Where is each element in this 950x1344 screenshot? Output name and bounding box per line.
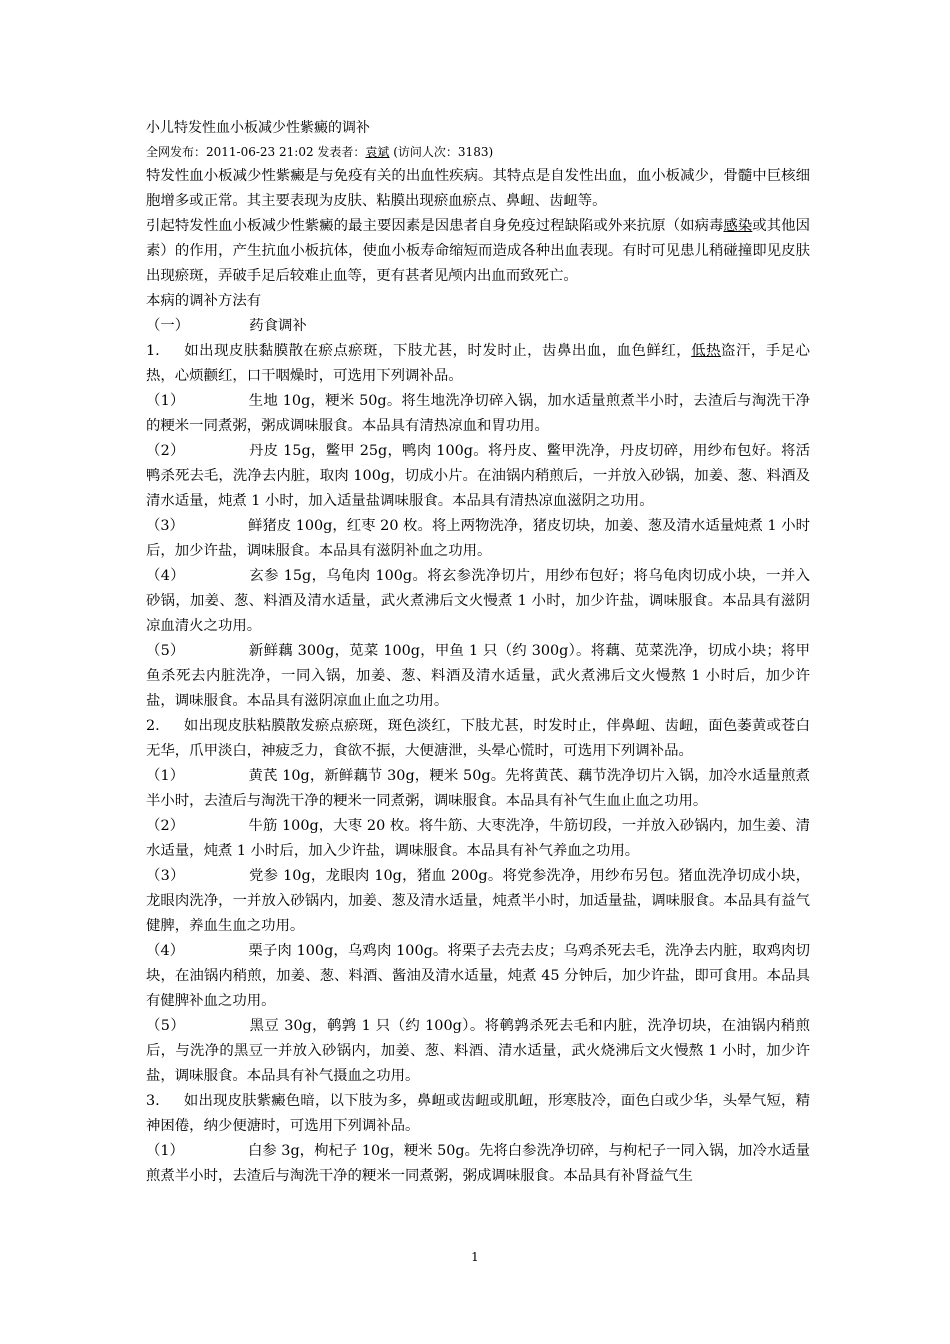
- item-number: （5）: [146, 1018, 186, 1034]
- infection-link[interactable]: 感染: [723, 218, 753, 234]
- item-number: （2）: [146, 443, 185, 459]
- recipe-item: [146, 1014, 810, 1089]
- item-text: 生地 10g，粳米 50g。将生地洗净切碎入锅，加水适量煎煮半小时，去渣后与淘洗干净的粳米一同煮粥，粥成调味服食。本品具有清热凉血和胃功用。: [146, 393, 811, 434]
- article-meta: [146, 144, 810, 160]
- recipe-item: [146, 1139, 810, 1189]
- section-number: （一）: [146, 318, 190, 334]
- page-number: 1: [471, 1250, 479, 1264]
- item-number: （1）: [146, 768, 185, 784]
- item-number: （3）: [146, 518, 184, 534]
- item-number: （1）: [146, 393, 185, 409]
- item-text: 白参 3g，枸杞子 10g，粳米 50g。先将白参洗净切碎，与枸杞子一同入锅，加冷水适量煎煮半小时，去渣后与淘洗干净的粳米一同煮粥，粥成调味服食。本品具有补肾益气生: [146, 1143, 811, 1184]
- case-number: 3.: [146, 1093, 160, 1109]
- case-3: [146, 1089, 810, 1139]
- item-text: 栗子肉 100g，乌鸡肉 100g。将栗子去壳去皮；乌鸡杀死去毛，洗净去内脏，取鸡肉切块，在油锅内稍煎，加姜、葱、料酒、酱油及清水适量，炖煮 45 分钟后，加少许盐，即可食用。本品具有健脾补血之功用。: [146, 943, 811, 1009]
- recipe-item: [146, 764, 810, 814]
- case1-text-b: 盗汗，手足心热，心烦颧红，口干咽燥时，可选用下列调补品。: [146, 343, 810, 384]
- case3-text: 如出现皮肤紫癜色暗，以下肢为多，鼻衄或齿衄或肌衄，形寒肢冷，面色白或少华，头晕气短，精神困倦，纳少便溏时，可选用下列调补品。: [146, 1093, 810, 1134]
- case2-text: 如出现皮肤粘膜散发瘀点瘀斑，斑色淡红，下肢尤甚，时发时止，伴鼻衄、齿衄，面色萎黄或苍白无华，爪甲淡白，神疲乏力，食欲不振，大便溏泄，头晕心慌时，可选用下列调补品。: [146, 718, 810, 759]
- recipe-item: [146, 639, 810, 714]
- item-text: 丹皮 15g，鳖甲 25g，鸭肉 100g。将丹皮、鳖甲洗净，丹皮切碎，用纱布包好。将活鸭杀死去毛，洗净去内脏，取肉 100g，切成小片。在油锅内稍煎后，一并放入砂锅，加姜、葱、料酒及清水适量，炖煮 1 小时，加入适量盐调味服食。本品具有清热凉血滋阴之功用。: [146, 443, 811, 509]
- item-text: 鲜猪皮 100g，红枣 20 枚。将上两物洗净，猪皮切块，加姜、葱及清水适量炖煮 1 小时后，加少许盐，调味服食。本品具有滋阴补血之功用。: [146, 518, 810, 559]
- recipe-item: [146, 864, 810, 939]
- article-title: 小儿特发性血小板减少性紫癜的调补: [146, 120, 370, 136]
- intro-paragraph-2: [146, 214, 810, 289]
- method-intro: 本病的调补方法有: [146, 293, 262, 309]
- low-fever-link[interactable]: 低热: [691, 343, 722, 359]
- item-text: 新鲜藕 300g，苋菜 100g，甲鱼 1 只（约 300g）。将藕、苋菜洗净，切成小块；将甲鱼杀死去内脏洗净，一同入锅，加姜、葱、料酒及清水适量，武火煮沸后文火慢熬 1 小时后，加少许盐，调味服食。本品具有滋阴凉血止血之功用。: [146, 643, 811, 709]
- item-number: （4）: [146, 943, 185, 959]
- meta-prefix: 全网发布：2011-06-23 21:02 发表者：: [146, 145, 366, 159]
- section-heading: [146, 314, 810, 339]
- item-number: （5）: [146, 643, 185, 659]
- case-1-items: [146, 389, 810, 714]
- case-2-items: [146, 764, 810, 1089]
- item-text: 党参 10g，龙眼肉 10g，猪血 200g。将党参洗净，用纱布另包。猪血洗净切成小块，龙眼肉洗净，一并放入砂锅内，加姜、葱及清水适量，炖煮半小时，加适量盐，调味服食。本品具有益气健脾，养血生血之功用。: [146, 868, 811, 934]
- meta-suffix: (访问人次：3183): [389, 145, 494, 159]
- case1-text-a: 如出现皮肤黏膜散在瘀点瘀斑，下肢尤甚，时发时止，齿鼻出血，血色鲜红，: [183, 343, 692, 359]
- item-number: （1）: [146, 1143, 184, 1159]
- case-1: [146, 339, 810, 389]
- recipe-item: [146, 439, 810, 514]
- item-number: （3）: [146, 868, 185, 884]
- case-2: [146, 714, 810, 764]
- item-number: （2）: [146, 818, 185, 834]
- case-number: 1.: [146, 343, 160, 359]
- case-number: 2.: [146, 718, 160, 734]
- recipe-item: [146, 389, 810, 439]
- item-text: 牛筋 100g，大枣 20 枚。将牛筋、大枣洗净，牛筋切段，一并放入砂锅内，加生姜、清水适量，炖煮 1 小时后，加入少许盐，调味服食。本品具有补气养血之功用。: [146, 818, 811, 859]
- section-title: 药食调补: [249, 318, 307, 334]
- item-text: 黑豆 30g，鹌鹑 1 只（约 100g）。将鹌鹑杀死去毛和内脏，洗净切块，在油锅内稍煎后，与洗净的黑豆一并放入砂锅内，加姜、葱、料酒、清水适量，武火烧沸后文火慢熬 1 小时，加少许盐，调味服食。本品具有补气摄血之功用。: [146, 1018, 811, 1084]
- item-text: 黄芪 10g，新鲜藕节 30g，粳米 50g。先将黄芪、藕节洗净切片入锅，加冷水适量煎煮半小时，去渣后与淘洗干净的粳米一同煮粥，调味服食。本品具有补气生血止血之功用。: [146, 768, 811, 809]
- recipe-item: [146, 939, 810, 1014]
- intro-paragraph-1: 特发性血小板减少性紫癜是与免疫有关的出血性疾病。其特点是自发性出血，血小板减少，骨髓中巨核细胞增多或正常。其主要表现为皮肤、粘膜出现瘀血瘀点、鼻衄、齿衄等。: [146, 168, 810, 209]
- recipe-item: [146, 814, 810, 864]
- author-link[interactable]: 袁斌: [365, 145, 390, 159]
- item-text: 玄参 15g，乌龟肉 100g。将玄参洗净切片，用纱布包好；将乌龟肉切成小块，一并入砂锅，加姜、葱、料酒及清水适量，武火煮沸后文火慢煮 1 小时，加少许盐，调味服食。本品具有滋阴凉血清火之功用。: [146, 568, 811, 634]
- document-page: [146, 118, 810, 1189]
- recipe-item: [146, 514, 810, 564]
- recipe-item: [146, 564, 810, 639]
- intro2-text-b: 或其他因素）的作用，产生抗血小板抗体，使血小板寿命缩短而造成各种出血表现。有时可见患儿稍碰撞即见皮肤出现瘀斑，弄破手足后较难止血等，更有甚者见颅内出血而致死亡。: [146, 218, 810, 284]
- intro2-text-a: 引起特发性血小板减少性紫癜的最主要因素是因患者自身免疫过程缺陷或外来抗原（如病毒: [146, 218, 724, 234]
- item-number: （4）: [146, 568, 185, 584]
- case-3-items: [146, 1139, 810, 1189]
